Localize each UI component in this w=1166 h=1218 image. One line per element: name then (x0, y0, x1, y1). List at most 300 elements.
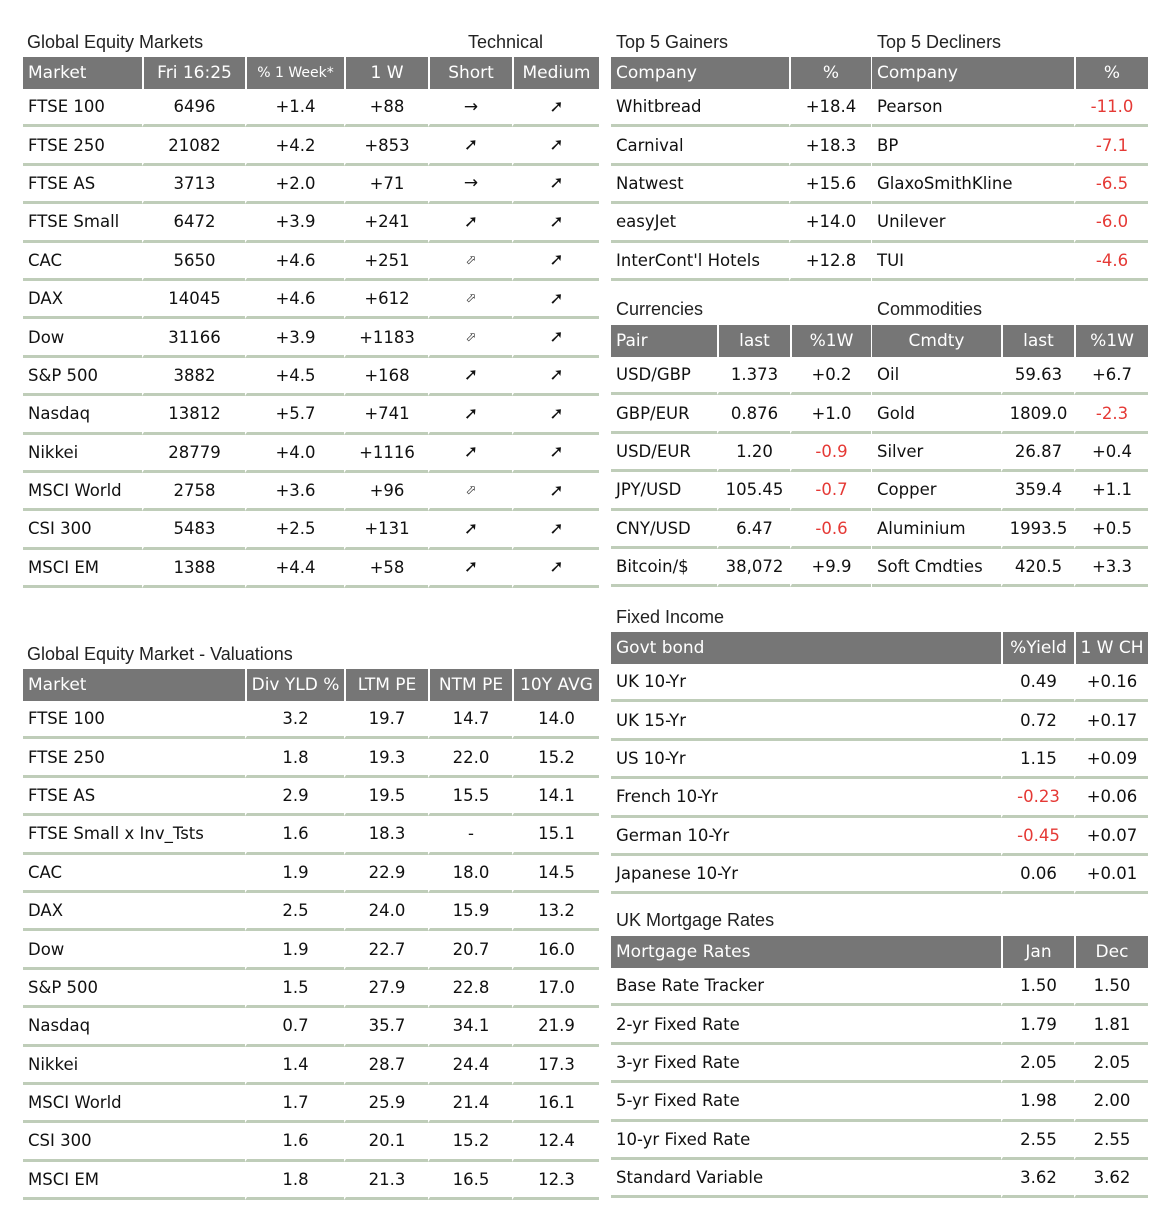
last-cell: 1809.0 (1001, 395, 1074, 433)
market-name: Nasdaq (23, 1008, 245, 1046)
pair-name: GBP/EUR (611, 395, 717, 433)
market-name: MSCI World (23, 1085, 245, 1123)
table-row (611, 511, 871, 549)
ntm-pe-cell: 15.5 (428, 778, 512, 816)
col-header: %1W (790, 325, 871, 357)
dec-cell: 2.00 (1074, 1083, 1148, 1121)
company-name: Pearson (872, 89, 1074, 127)
table-row (23, 358, 599, 396)
pct-cell: -0.6 (790, 511, 871, 549)
ltm-pe-cell: 28.7 (344, 1047, 428, 1085)
medium-trend-up-arrow-icon: ➚ (512, 281, 599, 319)
div-yield-cell: 2.5 (245, 893, 344, 931)
short-trend-right-arrow-icon: → (428, 166, 512, 204)
ntm-pe-cell: 22.0 (428, 739, 512, 777)
avg-10y-cell: 17.0 (512, 970, 599, 1008)
pct-cell: +15.6 (789, 166, 871, 204)
col-header: Market (23, 669, 245, 701)
valuations-body (23, 701, 599, 1200)
technical-title: Technical (468, 32, 544, 52)
col-header: 1 W CH (1074, 632, 1148, 664)
market-name: FTSE AS (23, 166, 142, 204)
mortgage-name: 5-yr Fixed Rate (611, 1083, 1001, 1121)
table-row (872, 127, 1148, 165)
last-cell: 105.45 (717, 472, 790, 510)
table-row (611, 741, 1148, 779)
valuations-header-row (23, 669, 599, 701)
table-row (23, 396, 599, 434)
gainers-table (611, 57, 871, 281)
mortgage-name: 10-yr Fixed Rate (611, 1122, 1001, 1160)
change-cell: +0.07 (1074, 818, 1148, 856)
equity-title: Global Equity Markets (27, 32, 204, 52)
table-row (611, 1122, 1148, 1160)
pct-cell: +18.4 (789, 89, 871, 127)
pct-week-cell: +4.2 (245, 127, 344, 165)
bond-name: UK 15-Yr (611, 702, 1001, 740)
change-cell: +0.06 (1074, 779, 1148, 817)
company-name: GlaxoSmithKline (872, 166, 1074, 204)
market-name: Nasdaq (23, 396, 142, 434)
fixed-income-header-row (611, 632, 1148, 664)
price-cell: 14045 (142, 281, 245, 319)
table-row (611, 856, 1148, 894)
mortgage-body (611, 968, 1148, 1198)
table-row (872, 166, 1148, 204)
fixed-income-table (611, 632, 1148, 894)
market-name: DAX (23, 281, 142, 319)
commodity-name: Aluminium (872, 511, 1001, 549)
table-row (23, 1123, 599, 1161)
change-1w-cell: +251 (344, 243, 428, 281)
table-row (611, 204, 871, 242)
table-row (23, 1047, 599, 1085)
medium-trend-up-arrow-icon: ➚ (512, 89, 599, 127)
mortgage-name: Base Rate Tracker (611, 968, 1001, 1006)
market-name: S&P 500 (23, 358, 142, 396)
short-trend-hollow-arrow-icon: ⬀ (428, 473, 512, 511)
medium-trend-up-arrow-icon: ➚ (512, 319, 599, 357)
mortgage-name: 2-yr Fixed Rate (611, 1006, 1001, 1044)
change-1w-cell: +612 (344, 281, 428, 319)
market-name: CAC (23, 243, 142, 281)
table-row (611, 664, 1148, 702)
col-header: %Yield (1001, 632, 1074, 664)
table-row (872, 472, 1148, 510)
col-header: 10Y AVG (512, 669, 599, 701)
market-name: Dow (23, 931, 245, 969)
last-cell: 420.5 (1001, 549, 1074, 587)
market-name: FTSE Small (23, 204, 142, 242)
col-header: % (789, 57, 871, 89)
change-1w-cell: +853 (344, 127, 428, 165)
gainers-title: Top 5 Gainers (616, 32, 729, 52)
mortgage-name: 3-yr Fixed Rate (611, 1045, 1001, 1083)
pct-cell: +12.8 (789, 243, 871, 281)
market-name: CAC (23, 855, 245, 893)
gainers-header-row (611, 57, 871, 89)
yield-cell: 0.49 (1001, 664, 1074, 702)
price-cell: 1388 (142, 550, 245, 588)
div-yield-cell: 2.9 (245, 778, 344, 816)
col-header: Company (611, 57, 789, 89)
market-name: FTSE 250 (23, 739, 245, 777)
pct-cell: +18.3 (789, 127, 871, 165)
table-row (611, 702, 1148, 740)
mortgage-name: Standard Variable (611, 1160, 1001, 1198)
last-cell: 1993.5 (1001, 511, 1074, 549)
avg-10y-cell: 12.3 (512, 1162, 599, 1200)
last-cell: 6.47 (717, 511, 790, 549)
div-yield-cell: 1.9 (245, 855, 344, 893)
bond-name: German 10-Yr (611, 818, 1001, 856)
commodity-name: Copper (872, 472, 1001, 510)
decliners-body (872, 89, 1148, 281)
yield-cell: -0.45 (1001, 818, 1074, 856)
short-trend-up-arrow-icon: ➚ (428, 550, 512, 588)
short-trend-up-arrow-icon: ➚ (428, 127, 512, 165)
commodities-body (872, 357, 1148, 587)
market-name: CSI 300 (23, 511, 142, 549)
pct-cell: +1.0 (790, 395, 871, 433)
col-header: Pair (611, 325, 717, 357)
table-row (23, 473, 599, 511)
company-name: BP (872, 127, 1074, 165)
table-row (611, 127, 871, 165)
table-row (23, 893, 599, 931)
ltm-pe-cell: 21.3 (344, 1162, 428, 1200)
jan-cell: 3.62 (1001, 1160, 1074, 1198)
company-name: easyJet (611, 204, 789, 242)
market-name: Nikkei (23, 1047, 245, 1085)
pct-cell: -6.0 (1074, 204, 1148, 242)
jan-cell: 1.98 (1001, 1083, 1074, 1121)
jan-cell: 2.05 (1001, 1045, 1074, 1083)
decliners-title: Top 5 Decliners (877, 32, 1002, 52)
table-row (872, 243, 1148, 281)
table-row (611, 357, 871, 395)
bond-name: UK 10-Yr (611, 664, 1001, 702)
change-1w-cell: +131 (344, 511, 428, 549)
avg-10y-cell: 12.4 (512, 1123, 599, 1161)
pct-cell: -4.6 (1074, 243, 1148, 281)
ltm-pe-cell: 19.7 (344, 701, 428, 739)
company-name: TUI (872, 243, 1074, 281)
pct-week-cell: +3.9 (245, 319, 344, 357)
avg-10y-cell: 14.0 (512, 701, 599, 739)
commodity-name: Soft Cmdties (872, 549, 1001, 587)
div-yield-cell: 1.6 (245, 1123, 344, 1161)
avg-10y-cell: 16.0 (512, 931, 599, 969)
short-trend-up-arrow-icon: ➚ (428, 511, 512, 549)
commodities-table (872, 325, 1148, 587)
bond-name: US 10-Yr (611, 741, 1001, 779)
col-header: %1W (1074, 325, 1148, 357)
company-name: Whitbread (611, 89, 789, 127)
div-yield-cell: 3.2 (245, 701, 344, 739)
dec-cell: 3.62 (1074, 1160, 1148, 1198)
medium-trend-up-arrow-icon: ➚ (512, 358, 599, 396)
dec-cell: 1.50 (1074, 968, 1148, 1006)
table-row (23, 778, 599, 816)
table-row (872, 357, 1148, 395)
div-yield-cell: 1.8 (245, 739, 344, 777)
col-header: Div YLD % (245, 669, 344, 701)
ltm-pe-cell: 27.9 (344, 970, 428, 1008)
ntm-pe-cell: 15.9 (428, 893, 512, 931)
table-row (611, 968, 1148, 1006)
pct-cell: -0.9 (790, 434, 871, 472)
pct-week-cell: +4.6 (245, 243, 344, 281)
table-row (23, 970, 599, 1008)
pct-week-cell: +5.7 (245, 396, 344, 434)
pct-cell: -6.5 (1074, 166, 1148, 204)
market-name: MSCI EM (23, 1162, 245, 1200)
table-row (611, 395, 871, 433)
medium-trend-up-arrow-icon: ➚ (512, 127, 599, 165)
market-name: FTSE Small x Inv_Tsts (23, 816, 245, 854)
market-name: FTSE AS (23, 778, 245, 816)
ntm-pe-cell: 15.2 (428, 1123, 512, 1161)
price-cell: 3713 (142, 166, 245, 204)
short-trend-hollow-arrow-icon: ⬀ (428, 319, 512, 357)
yield-cell: 0.06 (1001, 856, 1074, 894)
div-yield-cell: 0.7 (245, 1008, 344, 1046)
table-row (611, 166, 871, 204)
change-1w-cell: +58 (344, 550, 428, 588)
table-row (23, 550, 599, 588)
table-row (23, 511, 599, 549)
table-row (23, 1008, 599, 1046)
pct-cell: +14.0 (789, 204, 871, 242)
pct-week-cell: +4.5 (245, 358, 344, 396)
pct-week-cell: +3.6 (245, 473, 344, 511)
equity-table (23, 57, 599, 588)
table-row (23, 1085, 599, 1123)
yield-cell: -0.23 (1001, 779, 1074, 817)
equity-header-row (23, 57, 599, 89)
price-cell: 13812 (142, 396, 245, 434)
ntm-pe-cell: 24.4 (428, 1047, 512, 1085)
jan-cell: 1.50 (1001, 968, 1074, 1006)
change-1w-cell: +168 (344, 358, 428, 396)
table-row (23, 319, 599, 357)
commodities-header-row (872, 325, 1148, 357)
last-cell: 0.876 (717, 395, 790, 433)
jan-cell: 1.79 (1001, 1006, 1074, 1044)
change-cell: +0.09 (1074, 741, 1148, 779)
change-1w-cell: +241 (344, 204, 428, 242)
col-header: Short (428, 57, 512, 89)
col-header: Jan (1001, 936, 1074, 968)
last-cell: 359.4 (1001, 472, 1074, 510)
avg-10y-cell: 14.5 (512, 855, 599, 893)
currencies-table (611, 325, 871, 587)
pct-cell: +3.3 (1074, 549, 1148, 587)
pct-week-cell: +4.0 (245, 435, 344, 473)
medium-trend-up-arrow-icon: ➚ (512, 166, 599, 204)
pair-name: Bitcoin/$ (611, 549, 717, 587)
pct-week-cell: +3.9 (245, 204, 344, 242)
table-row (611, 549, 871, 587)
col-header: % (1074, 57, 1148, 89)
decliners-header-row (872, 57, 1148, 89)
market-name: MSCI World (23, 473, 142, 511)
commodities-title: Commodities (877, 299, 983, 319)
pair-name: CNY/USD (611, 511, 717, 549)
medium-trend-up-arrow-icon: ➚ (512, 473, 599, 511)
commodity-name: Oil (872, 357, 1001, 395)
pct-week-cell: +2.5 (245, 511, 344, 549)
table-row (872, 395, 1148, 433)
table-row (872, 89, 1148, 127)
pct-week-cell: +4.4 (245, 550, 344, 588)
change-cell: +0.16 (1074, 664, 1148, 702)
table-row (23, 89, 599, 127)
change-1w-cell: +1116 (344, 435, 428, 473)
avg-10y-cell: 21.9 (512, 1008, 599, 1046)
jan-cell: 2.55 (1001, 1122, 1074, 1160)
ltm-pe-cell: 19.5 (344, 778, 428, 816)
pct-cell: -11.0 (1074, 89, 1148, 127)
last-cell: 26.87 (1001, 434, 1074, 472)
ntm-pe-cell: 22.8 (428, 970, 512, 1008)
table-row (23, 435, 599, 473)
change-1w-cell: +1183 (344, 319, 428, 357)
ntm-pe-cell: 21.4 (428, 1085, 512, 1123)
table-row (23, 739, 599, 777)
fixed-income-body (611, 664, 1148, 894)
table-row (23, 1162, 599, 1200)
change-cell: +0.01 (1074, 856, 1148, 894)
change-1w-cell: +88 (344, 89, 428, 127)
dec-cell: 2.55 (1074, 1122, 1148, 1160)
table-row (611, 1045, 1148, 1083)
ltm-pe-cell: 35.7 (344, 1008, 428, 1046)
market-name: FTSE 100 (23, 701, 245, 739)
last-cell: 59.63 (1001, 357, 1074, 395)
company-name: Natwest (611, 166, 789, 204)
pct-cell: +1.1 (1074, 472, 1148, 510)
table-row (611, 89, 871, 127)
short-trend-up-arrow-icon: ➚ (428, 204, 512, 242)
short-trend-hollow-arrow-icon: ⬀ (428, 281, 512, 319)
market-name: FTSE 100 (23, 89, 142, 127)
col-header: Fri 16:25 (142, 57, 245, 89)
market-name: Dow (23, 319, 142, 357)
table-row (23, 204, 599, 242)
col-header: Company (872, 57, 1074, 89)
avg-10y-cell: 15.2 (512, 739, 599, 777)
short-trend-right-arrow-icon: → (428, 89, 512, 127)
market-name: MSCI EM (23, 550, 142, 588)
currencies-body (611, 357, 871, 587)
dec-cell: 2.05 (1074, 1045, 1148, 1083)
table-row (611, 1083, 1148, 1121)
ltm-pe-cell: 25.9 (344, 1085, 428, 1123)
change-1w-cell: +741 (344, 396, 428, 434)
decliners-table (872, 57, 1148, 281)
table-row (23, 931, 599, 969)
mortgage-table (611, 936, 1148, 1198)
last-cell: 38,072 (717, 549, 790, 587)
ntm-pe-cell: 20.7 (428, 931, 512, 969)
price-cell: 6496 (142, 89, 245, 127)
change-1w-cell: +96 (344, 473, 428, 511)
bond-name: French 10-Yr (611, 779, 1001, 817)
change-1w-cell: +71 (344, 166, 428, 204)
col-header: Medium (512, 57, 599, 89)
price-cell: 3882 (142, 358, 245, 396)
ltm-pe-cell: 22.7 (344, 931, 428, 969)
change-cell: +0.17 (1074, 702, 1148, 740)
avg-10y-cell: 17.3 (512, 1047, 599, 1085)
table-row (23, 855, 599, 893)
avg-10y-cell: 16.1 (512, 1085, 599, 1123)
fixed-income-title: Fixed Income (616, 607, 725, 627)
currencies-title: Currencies (616, 299, 704, 319)
table-row (872, 549, 1148, 587)
mortgage-header-row (611, 936, 1148, 968)
market-name: FTSE 250 (23, 127, 142, 165)
avg-10y-cell: 15.1 (512, 816, 599, 854)
ntm-pe-cell: 14.7 (428, 701, 512, 739)
table-row (611, 243, 871, 281)
col-header: last (717, 325, 790, 357)
mortgage-title: UK Mortgage Rates (616, 910, 775, 930)
valuations-title: Global Equity Market - Valuations (27, 644, 293, 664)
pct-cell: +0.5 (1074, 511, 1148, 549)
col-header: Dec (1074, 936, 1148, 968)
pair-name: JPY/USD (611, 472, 717, 510)
ntm-pe-cell: 18.0 (428, 855, 512, 893)
ltm-pe-cell: 22.9 (344, 855, 428, 893)
table-row (23, 243, 599, 281)
table-row (872, 204, 1148, 242)
pct-week-cell: +1.4 (245, 89, 344, 127)
pair-name: USD/EUR (611, 434, 717, 472)
ltm-pe-cell: 19.3 (344, 739, 428, 777)
price-cell: 31166 (142, 319, 245, 357)
table-row (23, 127, 599, 165)
last-cell: 1.20 (717, 434, 790, 472)
avg-10y-cell: 14.1 (512, 778, 599, 816)
table-row (23, 166, 599, 204)
ltm-pe-cell: 20.1 (344, 1123, 428, 1161)
table-row (611, 1160, 1148, 1198)
col-header: Govt bond (611, 632, 1001, 664)
valuations-table (23, 669, 599, 1200)
ltm-pe-cell: 18.3 (344, 816, 428, 854)
medium-trend-up-arrow-icon: ➚ (512, 243, 599, 281)
ntm-pe-cell: 34.1 (428, 1008, 512, 1046)
div-yield-cell: 1.9 (245, 931, 344, 969)
price-cell: 6472 (142, 204, 245, 242)
short-trend-hollow-arrow-icon: ⬀ (428, 243, 512, 281)
col-header: % 1 Week* (245, 57, 344, 89)
pair-name: USD/GBP (611, 357, 717, 395)
pct-cell: -0.7 (790, 472, 871, 510)
bond-name: Japanese 10-Yr (611, 856, 1001, 894)
div-yield-cell: 1.8 (245, 1162, 344, 1200)
div-yield-cell: 1.5 (245, 970, 344, 1008)
medium-trend-up-arrow-icon: ➚ (512, 204, 599, 242)
short-trend-up-arrow-icon: ➚ (428, 358, 512, 396)
currencies-header-row (611, 325, 871, 357)
div-yield-cell: 1.4 (245, 1047, 344, 1085)
pct-week-cell: +2.0 (245, 166, 344, 204)
col-header: NTM PE (428, 669, 512, 701)
